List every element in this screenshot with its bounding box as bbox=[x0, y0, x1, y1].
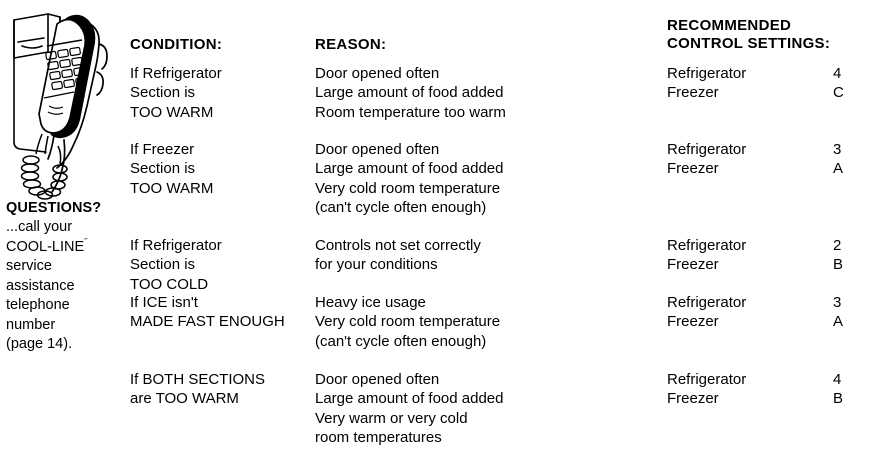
reason-line: Heavy ice usage bbox=[315, 294, 426, 311]
condition-line: TOO COLD bbox=[130, 275, 209, 293]
condition-line: TOO WARM bbox=[130, 103, 214, 121]
condition-line: If Refrigerator bbox=[130, 237, 222, 254]
cell-setting-values bbox=[833, 293, 863, 332]
trademark-icon: ˝ bbox=[84, 236, 88, 247]
reason-line: Very warm or very cold bbox=[315, 409, 468, 427]
reason-line: for your conditions bbox=[315, 256, 438, 274]
questions-line-7: (page 14). bbox=[6, 336, 73, 352]
condition-line: If Freezer bbox=[130, 141, 195, 158]
questions-line-1: ...call your bbox=[6, 219, 73, 235]
reason-line: room temperatures bbox=[315, 429, 442, 447]
setting-label-freezer: Freezer bbox=[667, 313, 719, 331]
reason-line: Door opened often bbox=[315, 65, 440, 82]
reason-line: Large amount of food added bbox=[315, 160, 504, 178]
questions-line-3: service bbox=[6, 258, 52, 274]
reason-line: (can't cycle often enough) bbox=[315, 332, 487, 350]
condition-line: Section is bbox=[130, 256, 196, 274]
condition-line: TOO WARM bbox=[130, 179, 214, 197]
setting-value-freezer: A bbox=[833, 313, 844, 331]
setting-label-refrigerator: Refrigerator bbox=[667, 141, 747, 158]
setting-value-refrigerator: 3 bbox=[833, 141, 842, 158]
condition-line: If Refrigerator bbox=[130, 65, 222, 82]
questions-heading: QUESTIONS? bbox=[6, 200, 102, 216]
reason-line: Very cold room temperature bbox=[315, 313, 501, 331]
cell-condition bbox=[130, 236, 310, 294]
condition-line: If ICE isn't bbox=[130, 294, 198, 311]
cell-setting-labels bbox=[667, 370, 807, 409]
setting-value-freezer: B bbox=[833, 390, 844, 408]
setting-label-freezer: Freezer bbox=[667, 390, 719, 408]
cell-reason bbox=[315, 64, 655, 122]
condition-line: Section is bbox=[130, 160, 196, 178]
cell-condition bbox=[130, 370, 310, 409]
setting-label-freezer: Freezer bbox=[667, 256, 719, 274]
condition-line: If BOTH SECTIONS bbox=[130, 371, 266, 388]
questions-line-5: telephone bbox=[6, 297, 70, 313]
cool-line-label: COOL-LINE bbox=[6, 238, 85, 255]
cell-reason bbox=[315, 140, 655, 218]
cell-setting-values bbox=[833, 64, 863, 103]
cell-setting-labels bbox=[667, 293, 807, 332]
questions-text bbox=[6, 218, 122, 355]
settings-header-line-2: CONTROL SETTINGS: bbox=[667, 35, 831, 52]
cell-condition bbox=[130, 140, 310, 198]
setting-value-refrigerator: 2 bbox=[833, 237, 842, 254]
column-header-condition: CONDITION: bbox=[130, 36, 223, 53]
column-header-reason: REASON: bbox=[315, 36, 387, 53]
cell-setting-values bbox=[833, 140, 863, 179]
condition-line: Section is bbox=[130, 84, 196, 102]
setting-value-refrigerator: 4 bbox=[833, 371, 842, 388]
cell-condition bbox=[130, 293, 310, 332]
questions-block bbox=[6, 200, 122, 355]
setting-label-refrigerator: Refrigerator bbox=[667, 237, 747, 254]
cell-setting-values bbox=[833, 236, 863, 275]
settings-header-line-1: RECOMMENDED bbox=[667, 17, 792, 34]
cell-reason bbox=[315, 293, 655, 351]
cell-condition bbox=[130, 64, 310, 122]
setting-value-refrigerator: 4 bbox=[833, 65, 842, 82]
setting-label-refrigerator: Refrigerator bbox=[667, 294, 747, 311]
setting-label-freezer: Freezer bbox=[667, 84, 719, 102]
reason-line: Large amount of food added bbox=[315, 84, 504, 102]
setting-value-refrigerator: 3 bbox=[833, 294, 842, 311]
cell-setting-labels bbox=[667, 140, 807, 179]
reason-line: Door opened often bbox=[315, 141, 440, 158]
setting-label-refrigerator: Refrigerator bbox=[667, 65, 747, 82]
reason-line: (can't cycle often enough) bbox=[315, 199, 487, 217]
setting-value-freezer: A bbox=[833, 160, 844, 178]
column-header-settings bbox=[667, 17, 830, 53]
condition-line: are TOO WARM bbox=[130, 390, 239, 408]
condition-line: MADE FAST ENOUGH bbox=[130, 313, 285, 331]
setting-value-freezer: C bbox=[833, 84, 844, 102]
wall-telephone-illustration bbox=[2, 2, 124, 207]
cell-reason bbox=[315, 236, 655, 275]
reason-line: Very cold room temperature bbox=[315, 179, 501, 197]
reason-line: Controls not set correctly bbox=[315, 237, 481, 254]
questions-line-6: number bbox=[6, 316, 56, 333]
setting-value-freezer: B bbox=[833, 256, 844, 274]
setting-label-refrigerator: Refrigerator bbox=[667, 371, 747, 388]
cell-setting-values bbox=[833, 370, 863, 409]
reason-line: Room temperature too warm bbox=[315, 103, 506, 121]
cell-setting-labels bbox=[667, 64, 807, 103]
reason-line: Door opened often bbox=[315, 371, 440, 388]
questions-line-4: assistance bbox=[6, 277, 75, 294]
reason-line: Large amount of food added bbox=[315, 390, 504, 408]
cell-reason bbox=[315, 370, 655, 448]
setting-label-freezer: Freezer bbox=[667, 160, 719, 178]
cell-setting-labels bbox=[667, 236, 807, 275]
questions-line-2 bbox=[6, 238, 122, 258]
